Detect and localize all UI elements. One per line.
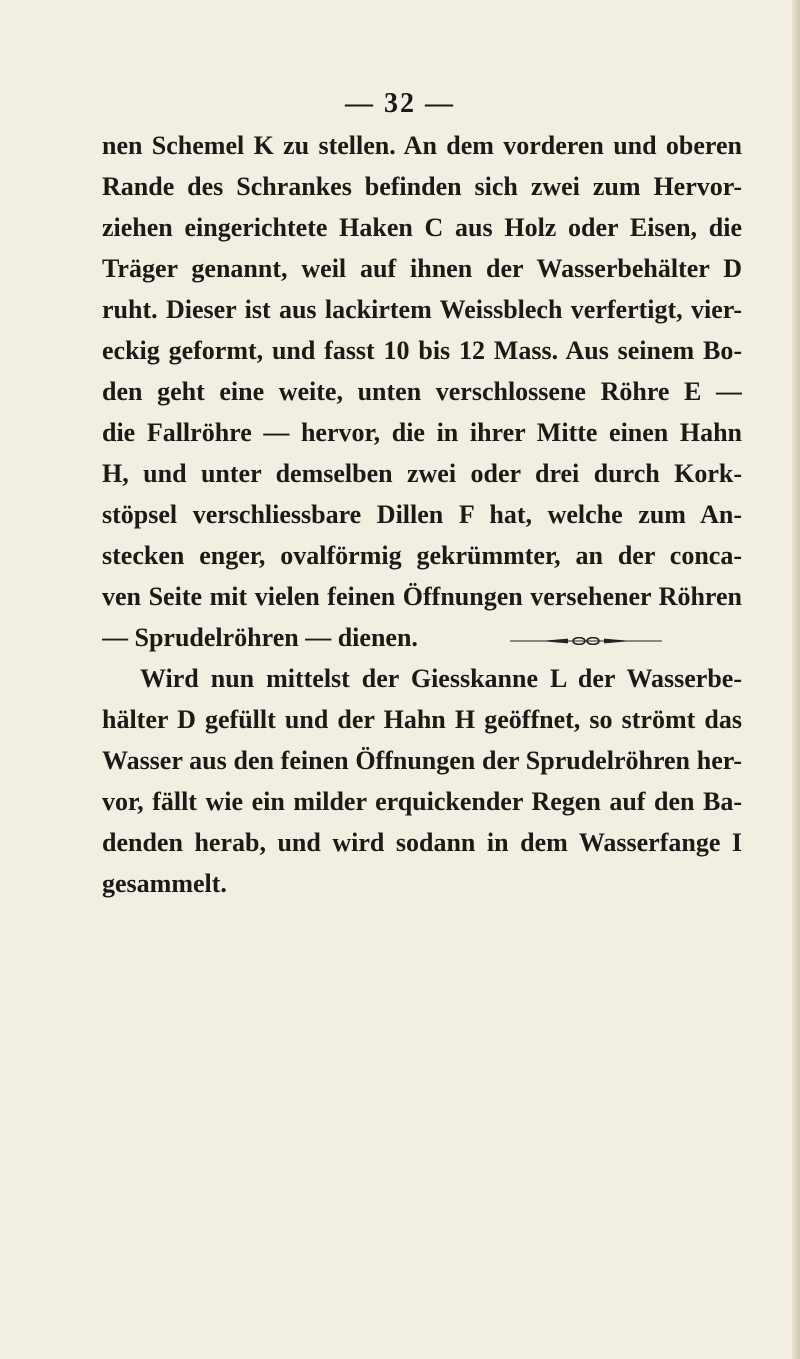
text-line: Wird nun mittelst der Giesskanne L der Wasserbe- [140,664,742,693]
text-line: eckig geformt, und fasst 10 bis 12 Mass. Aus seinem Bo- [102,336,742,365]
text-line: Wasser aus den feinen Öffnungen der Sprudelröhren her- [102,746,742,775]
text-line: Rande des Schrankes befinden sich zwei zum Hervor- [102,172,742,201]
body-text [102,125,742,904]
text-line: ruht. Dieser ist aus lackirtem Weissblech verfertigt, vier- [102,295,742,324]
text-line: stöpsel verschliessbare Dillen F hat, welche zum An- [102,500,742,529]
text-line: — Sprudelröhren — dienen. [102,623,418,652]
text-line: den geht eine weite, unten verschlossene Röhre E — [102,377,742,406]
text-line: gesammelt. [102,869,227,898]
text-line: stecken enger, ovalförmig gekrümmter, an der conca- [102,541,742,570]
text-line: ziehen eingerichtete Haken C aus Holz oder Eisen, die [102,213,742,242]
page-number: — 32 — [345,88,455,119]
text-line: die Fallröhre — hervor, die in ihrer Mitte einen Hahn [102,418,742,447]
page-edge [792,0,800,1359]
text-line: H, und unter demselben zwei oder drei durch Kork- [102,459,742,488]
text-line: nen Schemel K zu stellen. An dem vorderen und oberen [102,131,742,160]
text-line: vor, fällt wie ein milder erquickender Regen auf den Ba- [102,787,742,816]
text-line: ven Seite mit vielen feinen Öffnungen versehener Röhren [102,582,742,611]
decorative-rule-ornament-icon [510,637,662,645]
text-line: hälter D gefüllt und der Hahn H geöffnet, so strömt das [102,705,742,734]
text-line: Träger genannt, weil auf ihnen der Wasserbehälter D [102,254,742,283]
text-line: denden herab, und wird sodann in dem Wasserfange I [102,828,742,857]
